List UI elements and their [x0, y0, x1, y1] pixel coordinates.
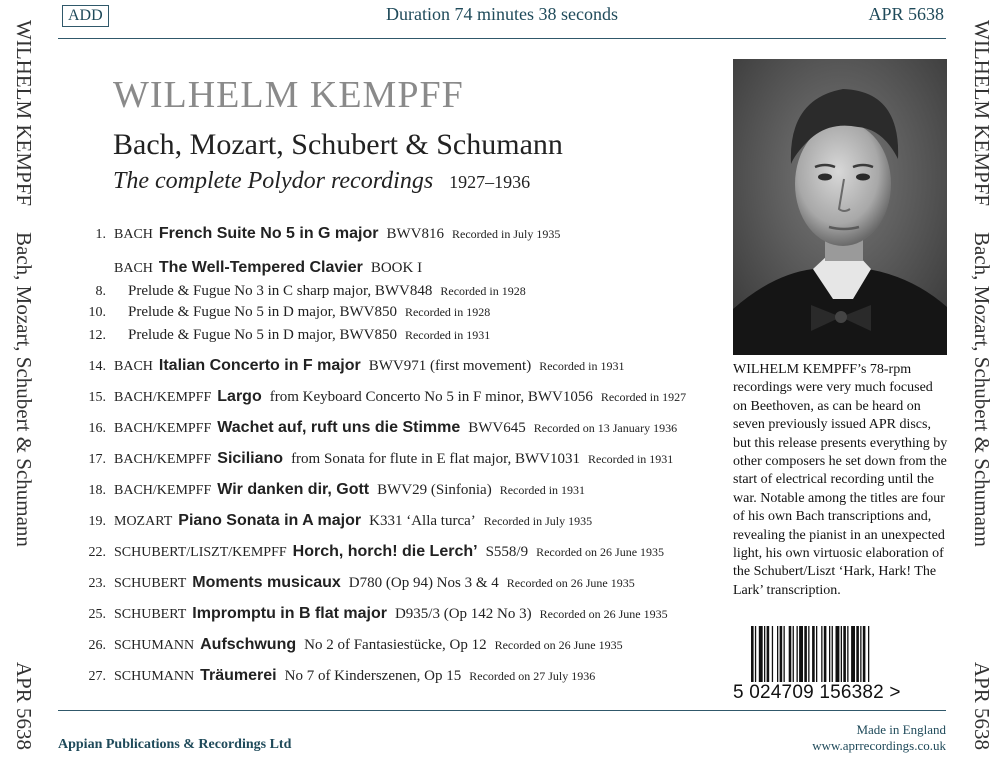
track-work: The Well-Tempered Clavier — [158, 259, 363, 276]
track-recorded: Recorded in July 1935 — [452, 227, 561, 241]
track-recorded: Recorded on 13 January 1936 — [533, 421, 678, 435]
track-composer: BACH/KEMPFF — [114, 421, 212, 436]
track-detail: BWV971 (first movement) — [368, 358, 532, 374]
track-work: Impromptu in B flat major — [192, 605, 387, 622]
track-detail: Prelude & Fugue No 5 in D major, BWV850 — [128, 327, 397, 343]
right-spine — [960, 20, 1000, 750]
track-number: 10. — [88, 305, 106, 320]
track-composer: BACH/KEMPFF — [114, 483, 212, 498]
track-detail: No 2 of Fantasiestücke, Op 12 — [304, 637, 487, 653]
track-work: French Suite No 5 in G major — [158, 225, 379, 242]
track-work: Wachet auf, ruft uns die Stimme — [217, 419, 461, 436]
portrait-image — [733, 59, 947, 355]
spine-artist: WILHELM KEMPFF — [12, 20, 36, 207]
track-number: 25. — [88, 607, 106, 622]
track-row — [60, 282, 526, 300]
track-recorded: Recorded in 1928 — [440, 284, 526, 298]
recordings-line — [113, 168, 530, 195]
barcode-number: 5 024709 156382 > — [733, 682, 901, 703]
track-number: 14. — [88, 359, 106, 374]
track-detail: from Keyboard Concerto No 5 in F minor, BWV1056 — [269, 389, 593, 405]
track-row — [60, 303, 490, 321]
recordings-title: The complete Polydor recordings — [113, 168, 434, 194]
track-detail: K331 ‘Alla turca’ — [369, 513, 476, 529]
track-recorded: Recorded on 26 June 1935 — [506, 576, 635, 590]
track-number: 15. — [88, 390, 106, 405]
track-composer: BACH — [114, 227, 153, 242]
track-work: Wir danken dir, Gott — [217, 481, 370, 498]
track-composer: SCHUBERT/LISZT/KEMPFF — [114, 545, 287, 560]
track-recorded: Recorded in July 1935 — [483, 514, 593, 528]
track-row — [60, 259, 430, 277]
track-row — [60, 419, 677, 437]
track-row — [60, 605, 668, 623]
track-detail: from Sonata for flute in E flat major, BWV1031 — [291, 451, 580, 467]
track-number: 22. — [88, 545, 106, 560]
track-row — [60, 450, 673, 468]
publisher-name: Appian Publications & Recordings Ltd — [58, 737, 292, 752]
track-row — [60, 543, 664, 561]
spine-composers: Bach, Mozart, Schubert & Schumann — [970, 232, 994, 547]
spine-catalog: APR 5638 — [12, 661, 36, 750]
track-detail: D935/3 (Op 142 No 3) — [394, 606, 532, 622]
track-detail: BWV645 — [468, 420, 526, 436]
track-number: 16. — [88, 421, 106, 436]
track-detail: BWV29 (Sinfonia) — [377, 482, 492, 498]
track-row — [60, 667, 595, 685]
track-recorded: Recorded on 27 July 1936 — [469, 669, 596, 683]
track-number: 12. — [88, 328, 106, 343]
track-number: 19. — [88, 514, 106, 529]
composers-subtitle: Bach, Mozart, Schubert & Schumann — [113, 128, 563, 161]
track-recorded: Recorded on 26 June 1935 — [536, 545, 665, 559]
track-detail: Prelude & Fugue No 5 in D major, BWV850 — [128, 304, 397, 320]
track-recorded: Recorded in 1931 — [539, 359, 625, 373]
spine-artist: WILHELM KEMPFF — [970, 20, 994, 207]
track-composer: SCHUMANN — [114, 669, 195, 684]
artist-photo — [733, 59, 947, 355]
track-composer: MOZART — [114, 514, 173, 529]
track-recorded: Recorded in 1931 — [587, 452, 674, 466]
track-composer: BACH/KEMPFF — [114, 390, 212, 405]
track-number: 1. — [95, 227, 106, 242]
track-work: Largo — [217, 388, 262, 405]
website-link[interactable]: www.aprrecordings.co.uk — [812, 738, 946, 753]
left-spine — [2, 20, 42, 750]
track-detail: S558/9 — [485, 544, 529, 560]
track-detail: BWV816 — [386, 226, 444, 242]
recording-years: 1927–1936 — [449, 172, 531, 192]
track-recorded: Recorded in 1928 — [404, 305, 491, 319]
track-row — [60, 481, 585, 499]
top-bar — [58, 0, 946, 39]
track-composer: BACH — [114, 261, 153, 276]
track-detail: BOOK I — [370, 260, 423, 276]
add-badge: ADD — [62, 5, 109, 27]
track-row — [60, 512, 592, 530]
track-number: 23. — [88, 576, 106, 591]
made-in-label: Made in England — [856, 722, 946, 737]
track-row — [60, 388, 686, 406]
track-recorded: Recorded on 26 June 1935 — [494, 638, 623, 652]
track-row — [60, 574, 635, 592]
catalog-number: APR 5638 — [868, 4, 944, 24]
track-work: Träumerei — [200, 667, 277, 684]
track-work: Piano Sonata in A major — [178, 512, 362, 529]
track-row — [60, 357, 625, 375]
track-composer: SCHUMANN — [114, 638, 195, 653]
track-work: Moments musicaux — [192, 574, 341, 591]
track-detail: No 7 of Kinderszenen, Op 15 — [284, 668, 462, 684]
track-composer: SCHUBERT — [114, 607, 187, 622]
track-row — [60, 225, 560, 243]
duration-label: Duration 74 minutes 38 seconds — [386, 4, 618, 24]
track-detail: D780 (Op 94) Nos 3 & 4 — [348, 575, 499, 591]
track-work: Italian Concerto in F major — [158, 357, 361, 374]
track-number: 26. — [88, 638, 106, 653]
track-recorded: Recorded on 26 June 1935 — [539, 607, 668, 621]
track-number: 27. — [88, 669, 106, 684]
track-row — [60, 326, 490, 344]
track-recorded: Recorded in 1927 — [600, 390, 687, 404]
spine-composers: Bach, Mozart, Schubert & Schumann — [12, 232, 36, 547]
track-number: 17. — [88, 452, 106, 467]
track-composer: SCHUBERT — [114, 576, 187, 591]
bottom-rule — [58, 710, 946, 711]
artist-title: WILHELM KEMPFF — [113, 74, 464, 116]
track-work: Siciliano — [217, 450, 284, 467]
track-work: Aufschwung — [200, 636, 297, 653]
track-row — [60, 636, 623, 654]
description-text: WILHELM KEMPFF’s 78-rpm recordings were very much focused on Beethoven, as can be heard on seven previously issued APR discs, but this release presents everything by other composers he set down from the start of electrical recording until the war. Notable among the titles are four of his own Bach transcriptions and, revealing the pianist in an unexpected light, his own virtuosic elaboration of the Schubert/Liszt ‘Hark, Hark! The Lark’ transcription. — [733, 362, 948, 598]
track-detail: Prelude & Fugue No 3 in C sharp major, BWV848 — [128, 283, 433, 299]
track-recorded: Recorded in 1931 — [499, 483, 586, 497]
track-number: 18. — [88, 483, 106, 498]
track-recorded: Recorded in 1931 — [404, 328, 491, 342]
track-composer: BACH — [114, 359, 153, 374]
track-number: 8. — [95, 284, 106, 299]
spine-catalog: APR 5638 — [970, 661, 994, 750]
track-composer: BACH/KEMPFF — [114, 452, 212, 467]
track-work: Horch, horch! die Lerch’ — [292, 543, 478, 560]
